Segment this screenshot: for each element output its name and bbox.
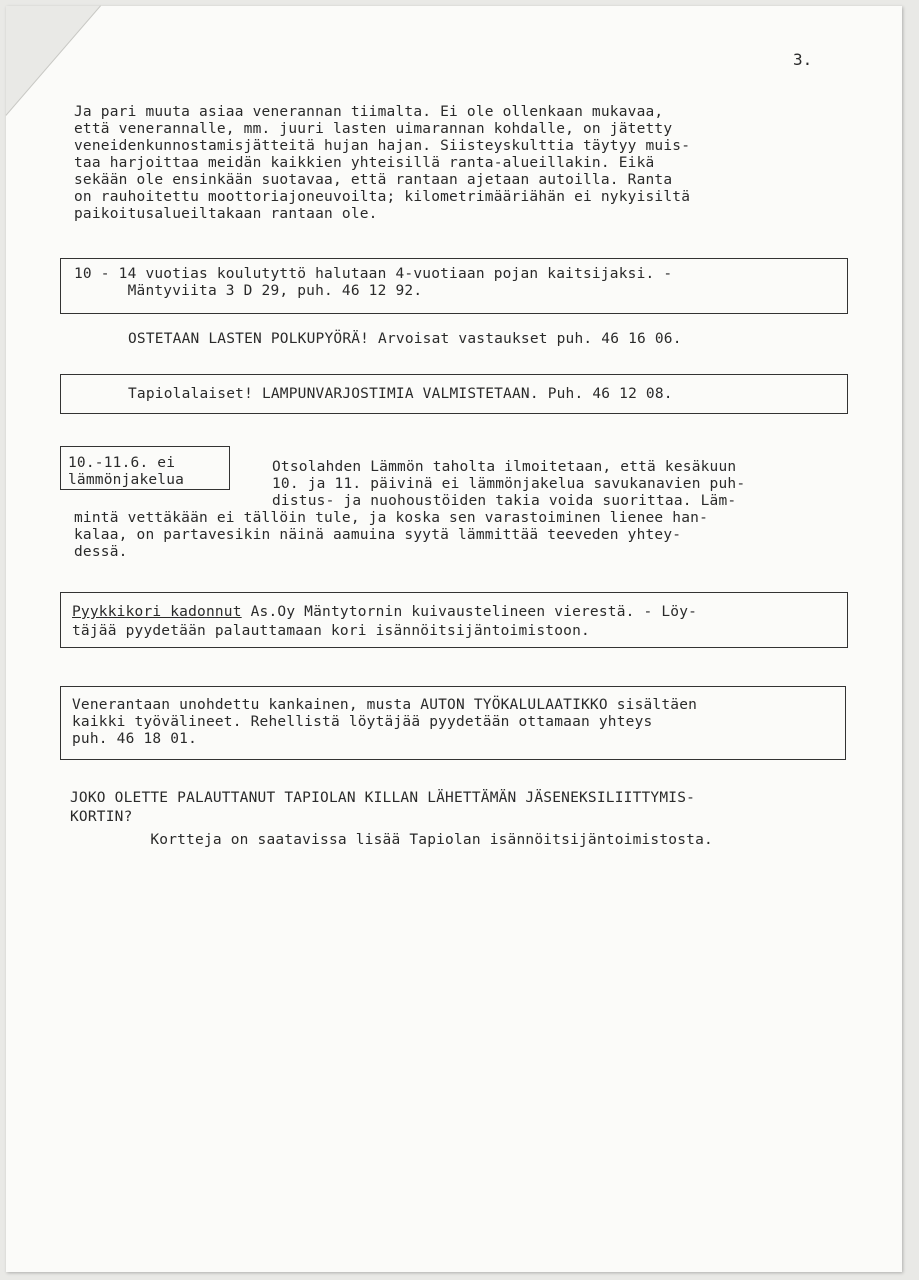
toolbox-ad-line: Venerantaan unohdettu kankainen, musta AUTON TYÖKALULAATIKKO sisältäen [72,697,698,713]
heating-notice-line: mintä vettäkään ei tällöin tule, ja koska sen varastoiminen lienee han- [74,510,709,526]
membership-line: JOKO OLETTE PALAUTTANUT TAPIOLAN KILLAN LÄHETTÄMÄN JÄSENEKSILIITTYMIS- [70,790,696,806]
bicycle-ad: OSTETAAN LASTEN POLKUPYÖRÄ! Arvoisat vastaukset puh. 46 16 06. [128,331,682,347]
heating-notice-line: 10. ja 11. päivinä ei lämmönjakelua savukanavien puh- [272,476,746,492]
page-number: 3. [793,50,813,69]
laundry-ad-line: täjää pyydetään palauttamaan kori isännöitsijäntoimistoon. [72,623,590,639]
heating-notice-line: kalaa, on partavesikin näinä aamuina syytä lämmittää teeveden yhtey- [74,527,682,543]
membership-line: KORTIN? [70,809,133,825]
heating-label: lämmönjakelua [68,472,185,488]
heating-notice-line: Otsolahden Lämmön taholta ilmoitetaan, että kesäkuun [272,459,737,475]
article-line: Ja pari muuta asiaa venerannan tiimalta. Ei ole ollenkaan mukavaa, [74,104,664,120]
laundry-ad-line1-rest: As.Oy Mäntytornin kuivaustelineen vierestä. - Löy- [241,604,698,620]
article-line: veneidenkunnostamisjätteitä hujan hajan. Siisteyskulttia täytyy muis- [74,138,691,154]
heating-notice-line: dessä. [74,544,128,560]
article-line: sekään ole ensinkään suotavaa, että rantaan ajetaan autoilla. Ranta [74,172,673,188]
laundry-ad-title: Pyykkikori kadonnut [72,604,242,620]
article-line: että venerannalle, mm. juuri lasten uimarannan kohdalle, on jätetty [74,121,673,137]
toolbox-ad-line: kaikki työvälineet. Rehellistä löytäjää pyydetään ottamaan yhteys [72,714,653,730]
heating-label: 10.-11.6. ei [68,455,176,471]
lampshades-ad: Tapiolalaiset! LAMPUNVARJOSTIMIA VALMISTETAAN. Puh. 46 12 08. [128,386,673,402]
heating-notice-line: distus- ja nuohoustöiden takia voida suorittaa. Läm- [272,493,737,509]
membership-line: Kortteja on saatavissa lisää Tapiolan isännöitsijäntoimistosta. [70,832,713,848]
article-line: taa harjoittaa meidän kaikkien yhteisillä ranta-alueillakin. Eikä [74,155,655,171]
babysitter-ad-line: Mäntyviita 3 D 29, puh. 46 12 92. [74,283,423,299]
article-line: paikoitusalueiltakaan rantaan ole. [74,206,378,222]
laundry-ad-line [72,604,697,621]
babysitter-ad-line: 10 - 14 vuotias koulutyttö halutaan 4-vuotiaan pojan kaitsijaksi. - [74,266,673,282]
article-line: on rauhoitettu moottoriajoneuvoilta; kilometrimääriähän ei nykyisiltä [74,189,691,205]
toolbox-ad-line: puh. 46 18 01. [72,731,198,747]
